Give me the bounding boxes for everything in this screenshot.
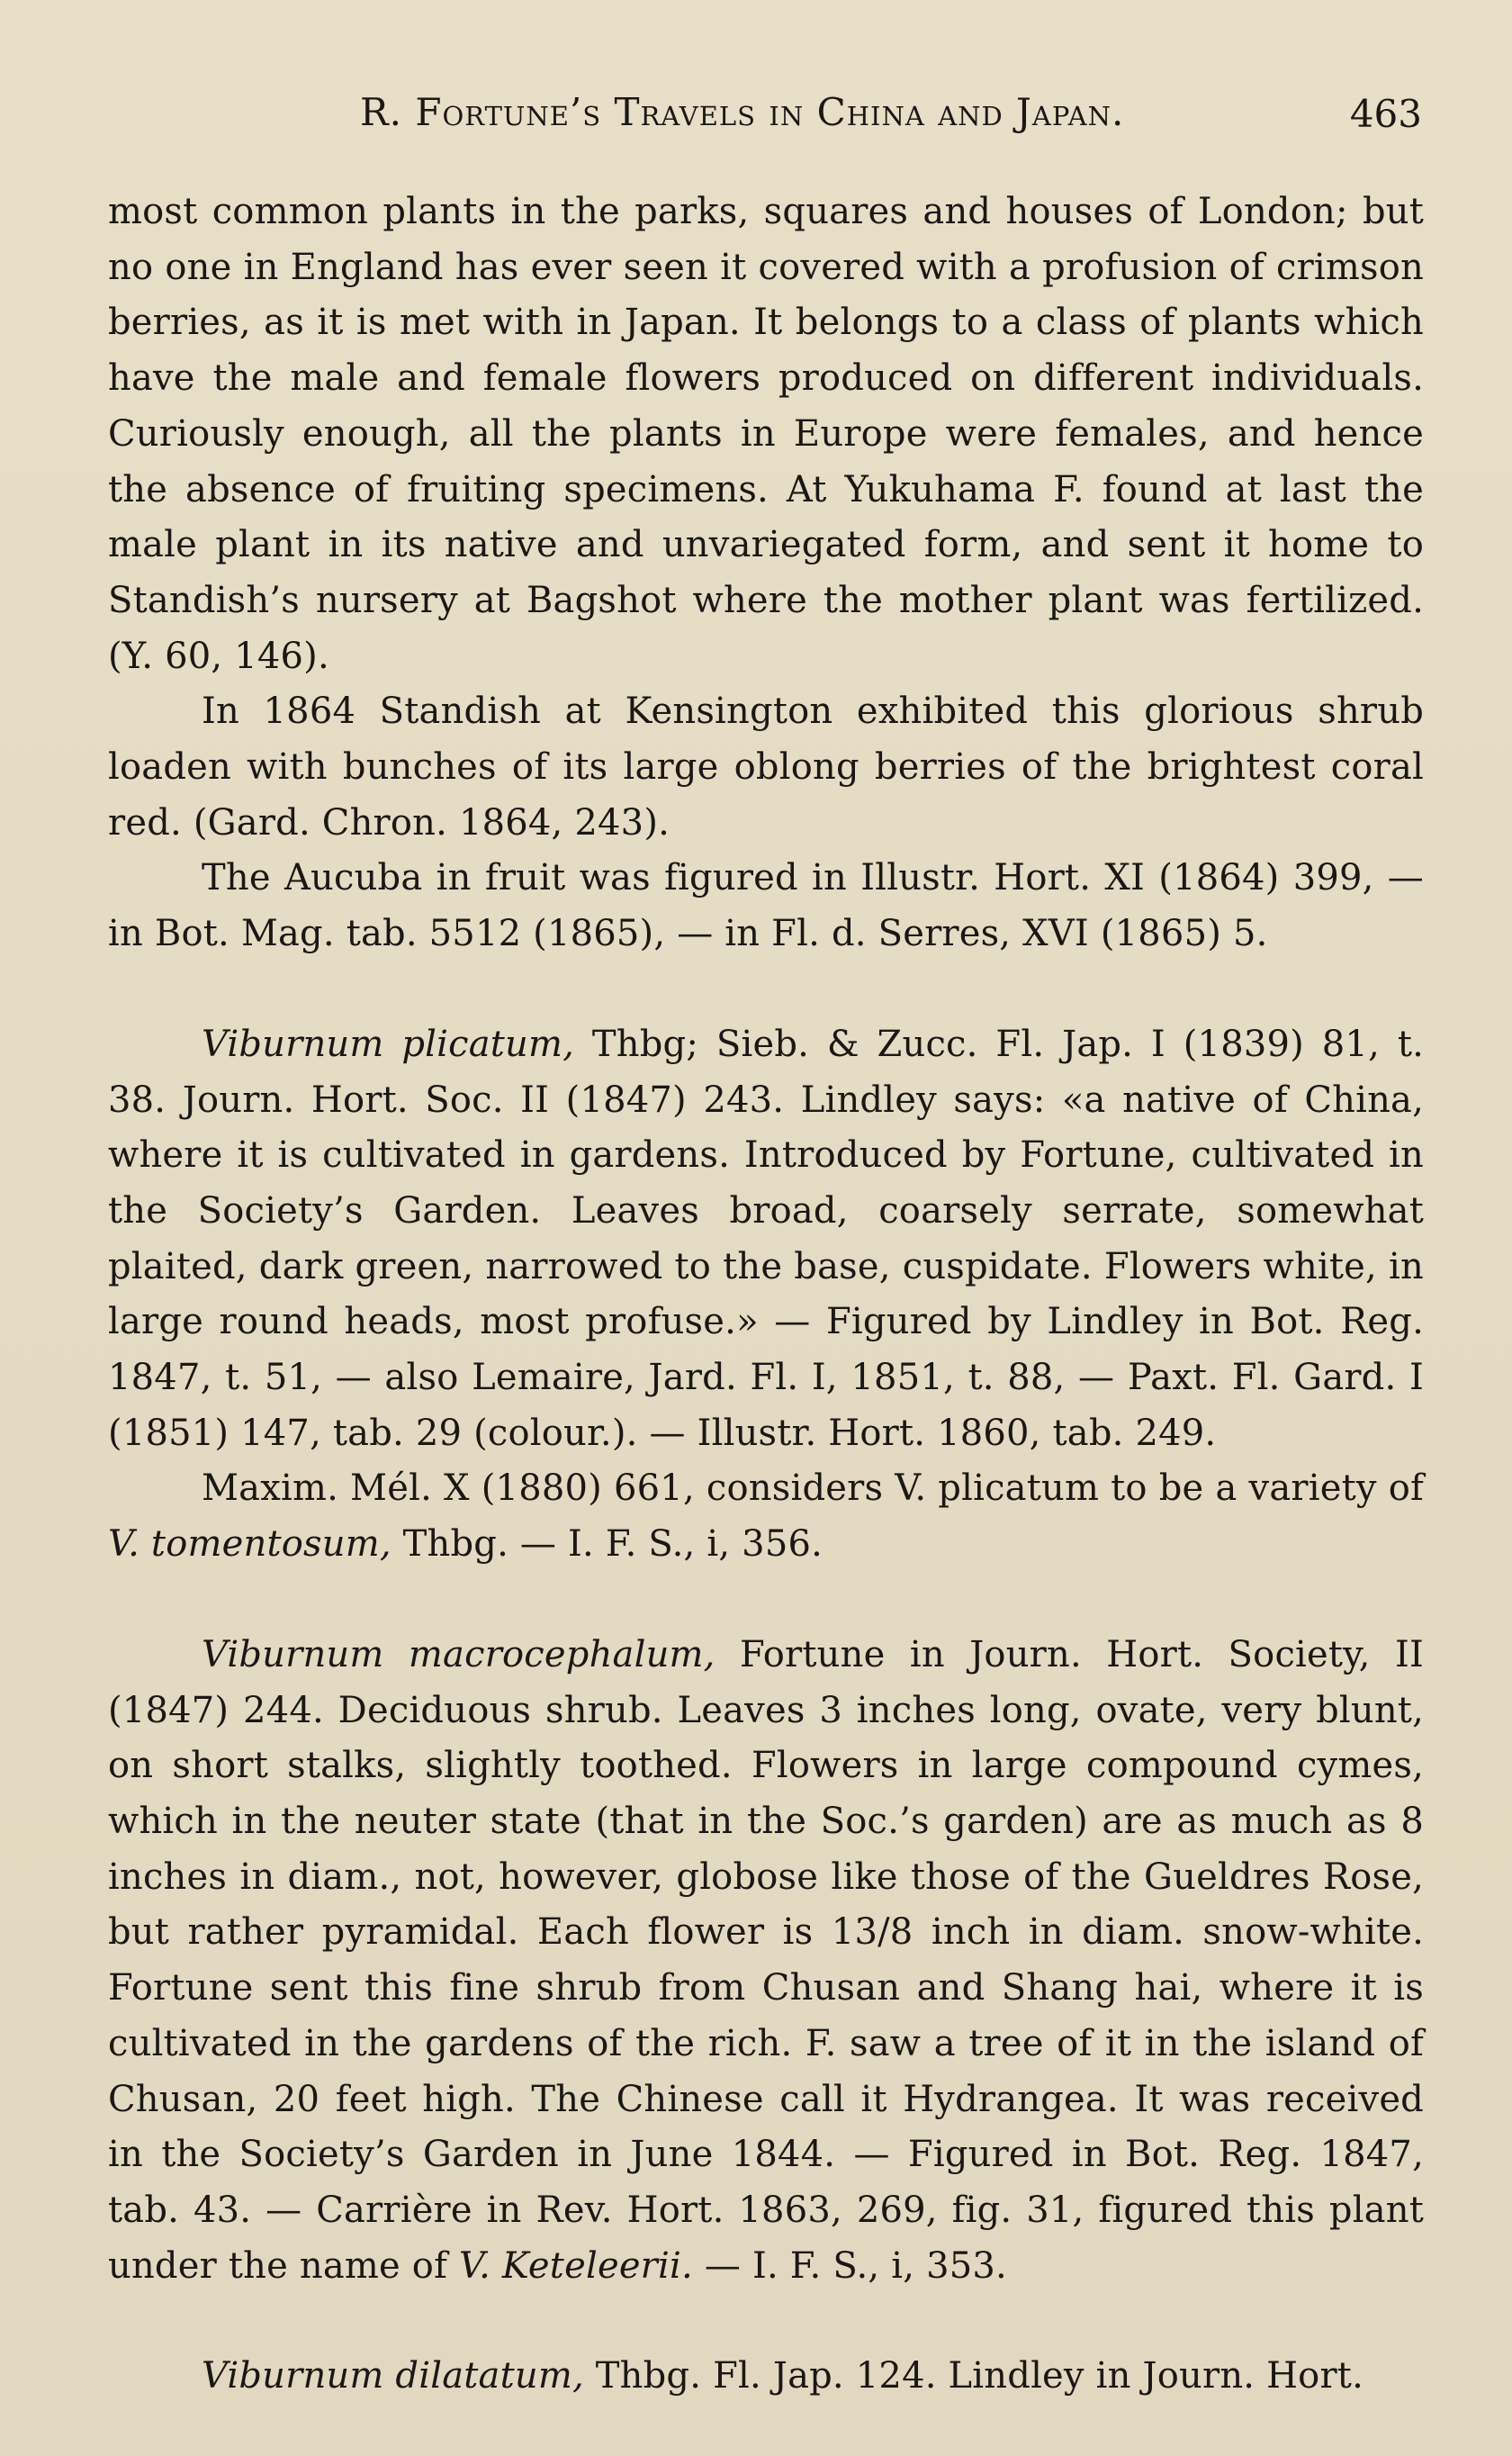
species-name-viburnum-plicatum: Viburnum plicatum, (202, 1023, 575, 1065)
species-name-viburnum-keteleerii: V. Keteleerii. (459, 2244, 693, 2287)
paragraph-text: — I. F. S., i, 353. (692, 2244, 1007, 2287)
section-gap (108, 1573, 1424, 1628)
paragraph-viburnum-macrocephalum (108, 1628, 1424, 2294)
species-name-viburnum-tomentosum: V. tomentosum, (108, 1523, 392, 1566)
paragraph-text: Thbg. — I. F. S., i, 356. (391, 1523, 824, 1566)
paragraph-text: Thbg; Sieb. & Zucc. Fl. Jap. I (1839) 81, t. 38. Journ. Hort. Soc. II (1847) 243. Lindley says: «a native of China, where it is cultivated in gardens. Introduced by Fortune, cultivated in the Society’s Garden. Leaves broad, coarsely serrate, somewhat plaited, dark green, narrowed to the base, cuspidate. Flowers white, in large round heads, most profuse.» — Figured by Lindley in Bot. Reg. 1847, t. 51, — also Lemaire, Jard. Fl. I, 1851, t. 88, — Paxt. Fl. Gard. I (1851) 147, tab. 29 (colour.). — Illustr. Hort. 1860, tab. 249. (108, 1023, 1425, 1454)
species-name-viburnum-macrocephalum: Viburnum macrocephalum, (202, 1633, 716, 1675)
body-text (108, 185, 1424, 2405)
paragraph-text: Maxim. Mél. X (1880) 661, considers V. plicatum to be a variety of (202, 1467, 1424, 1510)
fraction: 3/8 (854, 1911, 914, 1954)
species-name-viburnum-dilatatum: Viburnum dilatatum, (202, 2355, 584, 2397)
paragraph-aucuba-continued: most common plants in the parks, squares and houses of London; but no one in England has ever seen it covered with a profusion of crimson berries, as it is met with in Japan. It belongs to a class of plants which have the male and female flowers produced on different individuals. Curiously enough, all the plants in Europe were females, and hence the absence of fruiting specimens. At Yukuhama F. found at last the male plant in its native and unvariegated form, and sent it home to Standish’s nursery at Bagshot where the mother plant was fertilized. (Y. 60, 146). (108, 191, 1424, 677)
section-gap (108, 962, 1424, 1017)
paragraph-viburnum-dilatatum (108, 2349, 1424, 2405)
paragraph-text: Fortune in Journ. Hort. Society, II (1847) 244. Deciduous shrub. Leaves 3 inches long, ovate, very blunt, on short stalks, slightly toothed. Flowers in large compound cymes, which in the neuter state (that in the Soc.’s garden) are as much as 8 inches in diam., not, however, globose like those of the Gueldres Rose, but rather pyramidal. Each flower is 1 (108, 1633, 1424, 1954)
section-gap (108, 2294, 1424, 2349)
paragraph-text: inch in diam. snow-white. Fortune sent this fine shrub from Chusan and Shang hai, where it is cultivated in the gardens of the rich. F. saw a tree of it in the island of Chusan, 20 feet high. The Chinese call it Hydrangea. It was received in the Society’s Garden in June 1844. — Figured in Bot. Reg. 1847, tab. 43. — Carrière in Rev. Hort. 1863, 269, fig. 31, figured this plant under the name of (108, 1911, 1424, 2287)
running-title: R. Fortune’s Travels in China and Japan. (360, 90, 1125, 134)
paragraph-viburnum-plicatum (108, 1017, 1424, 1462)
paragraph-text: Thbg. Fl. Jap. 124. Lindley in Journ. Hort. (583, 2355, 1364, 2397)
paragraph-aucuba-figured: The Aucuba in fruit was figured in Illustr. Hort. XI (1864) 399, — in Bot. Mag. tab. 5512 (1865), — in Fl. d. Serres, XVI (1865) 5. (108, 857, 1424, 955)
paragraph-maximowicz-note (108, 1461, 1424, 1572)
page-header (108, 90, 1422, 153)
page-number: 463 (1349, 92, 1422, 136)
paragraph-standish-kensington: In 1864 Standish at Kensington exhibited this glorious shrub loaden with bunches of its large oblong berries of the brightest coral red. (Gard. Chron. 1864, 243). (108, 691, 1424, 844)
